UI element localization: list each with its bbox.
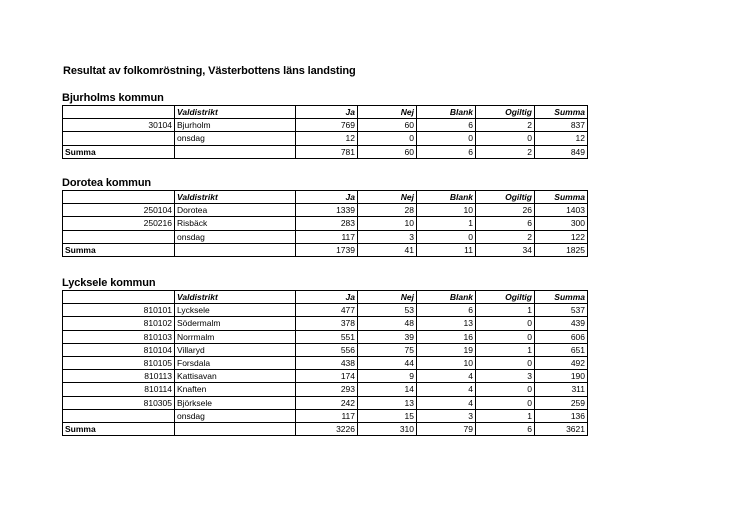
ja-value: 438	[296, 356, 358, 369]
header-cell-nej: Nej	[358, 191, 417, 204]
table-row	[63, 330, 588, 343]
total-empty-cell	[175, 243, 296, 256]
summa-value: 1403	[535, 204, 588, 217]
district-name: Forsdala	[175, 356, 296, 369]
summa-value: 651	[535, 343, 588, 356]
blank-value: 0	[417, 230, 476, 243]
header-cell-ogiltig: Ogiltig	[476, 191, 535, 204]
total-empty-cell	[175, 145, 296, 158]
table-header-row	[63, 106, 588, 119]
summa-value: 136	[535, 409, 588, 422]
district-name: Björksele	[175, 396, 296, 409]
blank-value: 13	[417, 317, 476, 330]
district-name: Kattisavan	[175, 370, 296, 383]
table-row	[63, 317, 588, 330]
ja-value: 378	[296, 317, 358, 330]
nej-value: 15	[358, 409, 417, 422]
blank-value: 10	[417, 204, 476, 217]
district-name: Södermalm	[175, 317, 296, 330]
header-cell-ja: Ja	[296, 106, 358, 119]
summa-value: 439	[535, 317, 588, 330]
district-name: Lycksele	[175, 304, 296, 317]
ogiltig-value: 0	[476, 330, 535, 343]
summa-value: 122	[535, 230, 588, 243]
header-cell-valdistrikt: Valdistrikt	[175, 291, 296, 304]
nej-value: 9	[358, 370, 417, 383]
ja-value: 174	[296, 370, 358, 383]
district-id: 250216	[63, 217, 175, 230]
total-ja: 781	[296, 145, 358, 158]
nej-value: 13	[358, 396, 417, 409]
table-row	[63, 217, 588, 230]
district-name: onsdag	[175, 132, 296, 145]
table-row	[63, 409, 588, 422]
district-id: 810101	[63, 304, 175, 317]
table-row	[63, 204, 588, 217]
page-title: Resultat av folkomröstning, Västerbottens läns landsting	[63, 65, 356, 77]
blank-value: 19	[417, 343, 476, 356]
nej-value: 3	[358, 230, 417, 243]
total-ja: 1739	[296, 243, 358, 256]
ogiltig-value: 2	[476, 119, 535, 132]
nej-value: 14	[358, 383, 417, 396]
ogiltig-value: 0	[476, 383, 535, 396]
header-cell-summa: Summa	[535, 106, 588, 119]
total-summa: 1825	[535, 243, 588, 256]
table-row	[63, 383, 588, 396]
ogiltig-value: 1	[476, 343, 535, 356]
total-empty-cell	[175, 422, 296, 435]
ogiltig-value: 26	[476, 204, 535, 217]
blank-value: 6	[417, 304, 476, 317]
district-id	[63, 230, 175, 243]
total-ogiltig: 2	[476, 145, 535, 158]
district-name: Knaften	[175, 383, 296, 396]
header-cell-id	[63, 291, 175, 304]
total-summa: 849	[535, 145, 588, 158]
nej-value: 0	[358, 132, 417, 145]
table-row	[63, 356, 588, 369]
ogiltig-value: 2	[476, 230, 535, 243]
ja-value: 551	[296, 330, 358, 343]
blank-value: 4	[417, 383, 476, 396]
total-label: Summa	[63, 145, 175, 158]
ja-value: 1339	[296, 204, 358, 217]
header-cell-nej: Nej	[358, 291, 417, 304]
district-id: 810114	[63, 383, 175, 396]
district-id: 810105	[63, 356, 175, 369]
summa-value: 300	[535, 217, 588, 230]
district-id	[63, 132, 175, 145]
total-blank: 6	[417, 145, 476, 158]
district-id: 810305	[63, 396, 175, 409]
table-header-row	[63, 291, 588, 304]
total-blank: 11	[417, 243, 476, 256]
blank-value: 16	[417, 330, 476, 343]
total-nej: 310	[358, 422, 417, 435]
section-heading: Lycksele kommun	[62, 277, 156, 289]
summa-value: 537	[535, 304, 588, 317]
ogiltig-value: 0	[476, 132, 535, 145]
table-row	[63, 304, 588, 317]
ja-value: 242	[296, 396, 358, 409]
summa-value: 311	[535, 383, 588, 396]
nej-value: 39	[358, 330, 417, 343]
total-ja: 3226	[296, 422, 358, 435]
table-header-row	[63, 191, 588, 204]
header-cell-nej: Nej	[358, 106, 417, 119]
ogiltig-value: 0	[476, 396, 535, 409]
total-row	[63, 422, 588, 435]
summa-value: 259	[535, 396, 588, 409]
ja-value: 556	[296, 343, 358, 356]
header-cell-blank: Blank	[417, 191, 476, 204]
total-ogiltig: 34	[476, 243, 535, 256]
blank-value: 1	[417, 217, 476, 230]
ja-value: 769	[296, 119, 358, 132]
summa-value: 837	[535, 119, 588, 132]
section-lycksele	[62, 276, 587, 436]
district-id	[63, 409, 175, 422]
ogiltig-value: 0	[476, 356, 535, 369]
blank-value: 0	[417, 132, 476, 145]
district-id: 250104	[63, 204, 175, 217]
ogiltig-value: 6	[476, 217, 535, 230]
header-cell-id	[63, 191, 175, 204]
summa-value: 190	[535, 370, 588, 383]
district-name: onsdag	[175, 230, 296, 243]
table-row	[63, 132, 588, 145]
district-id: 810103	[63, 330, 175, 343]
results-table	[62, 105, 588, 159]
district-id: 810102	[63, 317, 175, 330]
district-id: 30104	[63, 119, 175, 132]
section-heading: Bjurholms kommun	[62, 92, 164, 104]
ja-value: 117	[296, 409, 358, 422]
summa-value: 606	[535, 330, 588, 343]
ja-value: 117	[296, 230, 358, 243]
total-row	[63, 243, 588, 256]
header-cell-valdistrikt: Valdistrikt	[175, 191, 296, 204]
ja-value: 477	[296, 304, 358, 317]
nej-value: 44	[358, 356, 417, 369]
header-cell-ogiltig: Ogiltig	[476, 291, 535, 304]
total-nej: 60	[358, 145, 417, 158]
header-cell-summa: Summa	[535, 191, 588, 204]
header-cell-id	[63, 106, 175, 119]
nej-value: 28	[358, 204, 417, 217]
header-cell-ogiltig: Ogiltig	[476, 106, 535, 119]
ja-value: 12	[296, 132, 358, 145]
total-blank: 79	[417, 422, 476, 435]
header-cell-blank: Blank	[417, 291, 476, 304]
district-name: Dorotea	[175, 204, 296, 217]
summa-value: 492	[535, 356, 588, 369]
district-name: onsdag	[175, 409, 296, 422]
blank-value: 4	[417, 396, 476, 409]
total-label: Summa	[63, 243, 175, 256]
table-row	[63, 119, 588, 132]
header-cell-blank: Blank	[417, 106, 476, 119]
section-dorotea	[62, 176, 587, 257]
total-nej: 41	[358, 243, 417, 256]
district-name: Risbäck	[175, 217, 296, 230]
nej-value: 75	[358, 343, 417, 356]
ja-value: 283	[296, 217, 358, 230]
blank-value: 10	[417, 356, 476, 369]
nej-value: 10	[358, 217, 417, 230]
district-name: Norrmalm	[175, 330, 296, 343]
total-ogiltig: 6	[476, 422, 535, 435]
table-row	[63, 230, 588, 243]
ja-value: 293	[296, 383, 358, 396]
results-table	[62, 190, 588, 257]
nej-value: 53	[358, 304, 417, 317]
blank-value: 4	[417, 370, 476, 383]
total-summa: 3621	[535, 422, 588, 435]
ogiltig-value: 3	[476, 370, 535, 383]
total-label: Summa	[63, 422, 175, 435]
table-row	[63, 370, 588, 383]
header-cell-ja: Ja	[296, 291, 358, 304]
table-row	[63, 396, 588, 409]
results-table	[62, 290, 588, 436]
header-cell-ja: Ja	[296, 191, 358, 204]
ogiltig-value: 0	[476, 317, 535, 330]
table-row	[63, 343, 588, 356]
district-id: 810104	[63, 343, 175, 356]
nej-value: 60	[358, 119, 417, 132]
summa-value: 12	[535, 132, 588, 145]
section-heading: Dorotea kommun	[62, 177, 152, 189]
ogiltig-value: 1	[476, 304, 535, 317]
ogiltig-value: 1	[476, 409, 535, 422]
section-bjurholm	[62, 91, 587, 159]
district-name: Villaryd	[175, 343, 296, 356]
blank-value: 3	[417, 409, 476, 422]
blank-value: 6	[417, 119, 476, 132]
total-row	[63, 145, 588, 158]
nej-value: 48	[358, 317, 417, 330]
header-cell-valdistrikt: Valdistrikt	[175, 106, 296, 119]
district-id: 810113	[63, 370, 175, 383]
district-name: Bjurholm	[175, 119, 296, 132]
header-cell-summa: Summa	[535, 291, 588, 304]
